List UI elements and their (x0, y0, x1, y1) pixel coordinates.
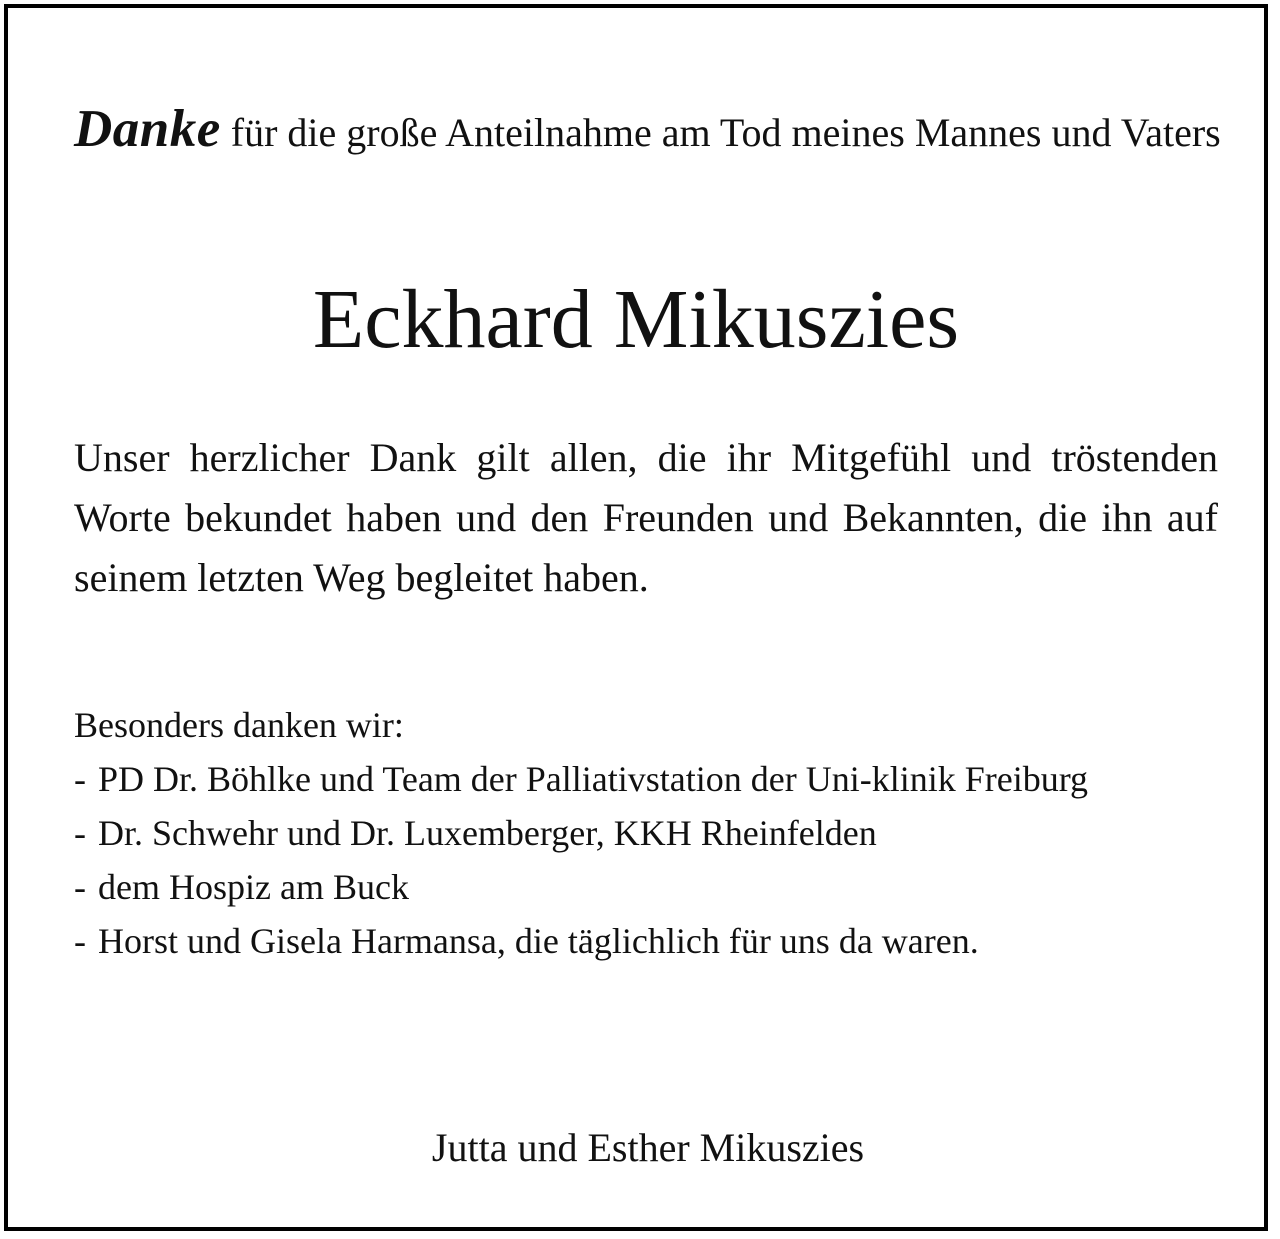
deceased-name: Eckhard Mikuszies (312, 273, 960, 366)
list-item (74, 914, 1174, 968)
intro-text: für die große Anteilnahme am Tod meines Mannes und Vaters (230, 110, 1221, 155)
list-item (74, 752, 1174, 806)
list-dash: - (74, 921, 86, 961)
list-item (74, 860, 1174, 914)
list-item-text: Horst und Gisela Harmansa, die täglichlich für uns da waren. (98, 921, 979, 961)
danke-lead: Danke (74, 100, 221, 158)
list-item-text: dem Hospiz am Buck (98, 867, 409, 907)
special-thanks-list (74, 752, 1174, 968)
obituary-notice (4, 4, 1268, 1231)
thanks-message: Unser herzlicher Dank gilt allen, die ihr Mitgefühl und tröstenden Worte bekundet haben und den Freunden und Bekannten, die ihn auf seinem letzten Weg begleitet haben. (74, 435, 1218, 600)
signature: Jutta und Esther Mikuszies (431, 1125, 865, 1170)
list-dash: - (74, 813, 86, 853)
list-item-text: Dr. Schwehr und Dr. Luxemberger, KKH Rheinfelden (98, 813, 877, 853)
special-thanks-heading: Besonders danken wir: (74, 705, 404, 745)
list-dash: - (74, 759, 86, 799)
intro-paragraph (74, 96, 1224, 166)
list-item (74, 806, 1174, 860)
list-dash: - (74, 867, 86, 907)
list-item-text: PD Dr. Böhlke und Team der Palliativstation der Uni-klinik Freiburg (98, 759, 1089, 799)
